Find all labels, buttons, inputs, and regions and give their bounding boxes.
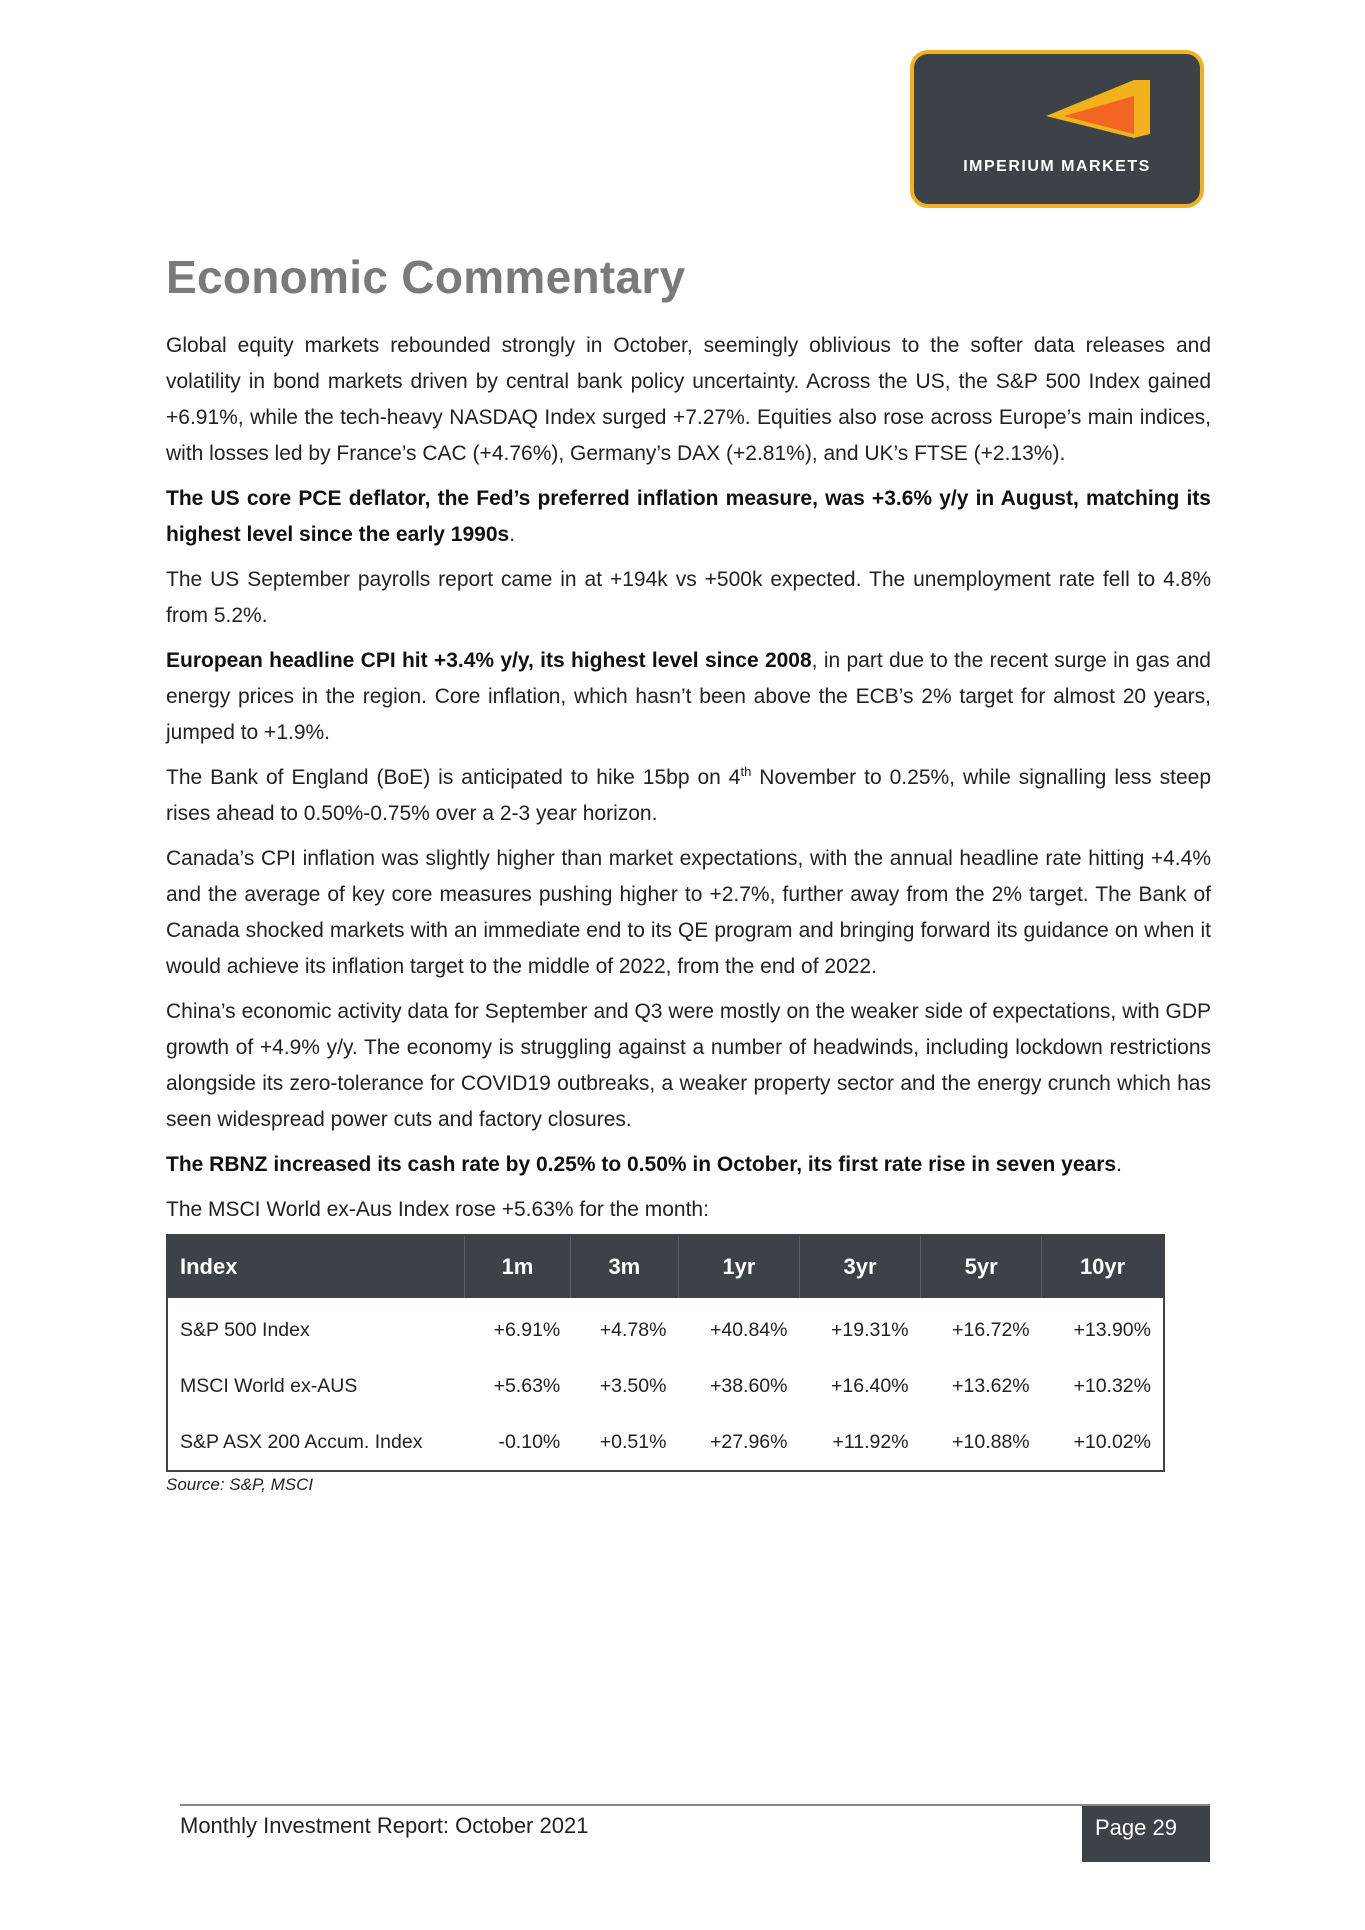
table-cell: +40.84% xyxy=(709,1318,788,1341)
table-cell: +3.50% xyxy=(599,1374,667,1397)
table-row xyxy=(167,1298,1164,1358)
table-cell: MSCI World ex-AUS xyxy=(180,1374,358,1397)
column-header: 1yr xyxy=(678,1235,799,1298)
commentary-body xyxy=(166,328,1211,1495)
paragraph-boe: The Bank of England (BoE) is anticipated to hike 15bp on 4th November to 0.25%, while signalling less steep rises ahead to 0.50%-0.75% over a 2-3 year horizon. xyxy=(166,764,1212,825)
paragraph-equity-markets: Global equity markets rebounded strongly in October, seemingly oblivious to the softer data releases and volatility in bond markets driven by central bank policy uncertainty. Across the US, the S&P 500 Index gained +6.91%, while the tech-heavy NASDAQ Index surged +7.27%. Equities also rose across Europe’s main indices, with losses led by France’s CAC (+4.76%), Germany’s DAX (+2.81%), and UK’s FTSE (+2.13%). xyxy=(166,334,1211,465)
paragraph-canada-cpi: Canada’s CPI inflation was slightly higher than market expectations, with the annual headline rate hitting +4.4% and the average of key core measures pushing higher to +2.7%, further away from the 2% target. The Bank of Canada shocked markets with an immediate end to its QE program and bringing forward its guidance on when it would achieve its inflation target to the middle of 2022, from the end of 2022. xyxy=(166,847,1211,978)
column-header: 3m xyxy=(570,1235,678,1298)
table-cell: +6.91% xyxy=(493,1318,561,1341)
table-row xyxy=(167,1414,1164,1471)
page-title: Economic Commentary xyxy=(166,251,686,303)
table-cell: +13.62% xyxy=(952,1374,1030,1397)
index-performance-table xyxy=(166,1234,1165,1472)
table-cell: +38.60% xyxy=(709,1374,788,1397)
table-cell: +10.88% xyxy=(952,1430,1030,1453)
table-cell: +5.63% xyxy=(493,1374,561,1397)
paragraph-china: China’s economic activity data for September and Q3 were mostly on the weaker side of expectations, with GDP growth of +4.9% y/y. The economy is struggling against a number of headwinds, including lockdown restrictions alongside its zero-tolerance for COVID19 outbreaks, a weaker property sector and the energy crunch which has seen widespread power cuts and factory closures. xyxy=(166,1000,1211,1131)
imperium-flag-icon xyxy=(1042,72,1162,152)
table-cell: +0.51% xyxy=(599,1430,667,1453)
column-header: 5yr xyxy=(921,1235,1042,1298)
paragraph-msci-intro: The MSCI World ex-Aus Index rose +5.63% for the month: xyxy=(166,1198,709,1221)
logo-text: IMPERIUM MARKETS xyxy=(963,158,1151,175)
column-header: 1m xyxy=(465,1235,571,1298)
table-cell: +16.40% xyxy=(831,1374,909,1397)
table-header-row xyxy=(167,1235,1164,1298)
table-cell: S&P ASX 200 Accum. Index xyxy=(180,1430,423,1453)
paragraph-us-payrolls: The US September payrolls report came in at +194k vs +500k expected. The unemployment rate fell to 4.8% from 5.2%. xyxy=(166,568,1211,627)
company-logo xyxy=(910,50,1204,208)
table-cell: -0.10% xyxy=(498,1430,561,1453)
column-header: 10yr xyxy=(1042,1235,1164,1298)
table-cell: +27.96% xyxy=(709,1430,788,1453)
table-cell: +4.78% xyxy=(599,1318,667,1341)
table-cell: +11.92% xyxy=(832,1430,909,1453)
table-row xyxy=(167,1358,1164,1414)
page-number: Page 29 xyxy=(1095,1815,1177,1840)
table-cell: S&P 500 Index xyxy=(180,1318,310,1341)
table-cell: +19.31% xyxy=(831,1318,909,1341)
column-header: Index xyxy=(167,1235,465,1298)
paragraph-european-cpi: European headline CPI hit +3.4% y/y, its highest level since 2008, in part due to the recent surge in gas and energy prices in the region. Core inflation, which hasn’t been above the ECB’s 2% target for almost 20 years, jumped to +1.9%. xyxy=(166,649,1211,744)
table-cell: +13.90% xyxy=(1073,1318,1151,1341)
page-number-badge xyxy=(1082,1806,1210,1862)
paragraph-rbnz: The RBNZ increased its cash rate by 0.25% to 0.50% in October, its first rate rise in seven years. xyxy=(166,1153,1122,1176)
footer-divider xyxy=(180,1804,1210,1806)
column-header: 3yr xyxy=(800,1235,921,1298)
table-cell: +16.72% xyxy=(952,1318,1030,1341)
paragraph-us-pce: The US core PCE deflator, the Fed’s preferred inflation measure, was +3.6% y/y in August, matching its highest level since the early 1990s. xyxy=(166,487,1211,546)
footer-report-title: Monthly Investment Report: October 2021 xyxy=(180,1813,589,1838)
table-source-note: Source: S&P, MSCI xyxy=(166,1475,314,1494)
table-cell: +10.32% xyxy=(1073,1374,1151,1397)
table-cell: +10.02% xyxy=(1073,1430,1151,1453)
